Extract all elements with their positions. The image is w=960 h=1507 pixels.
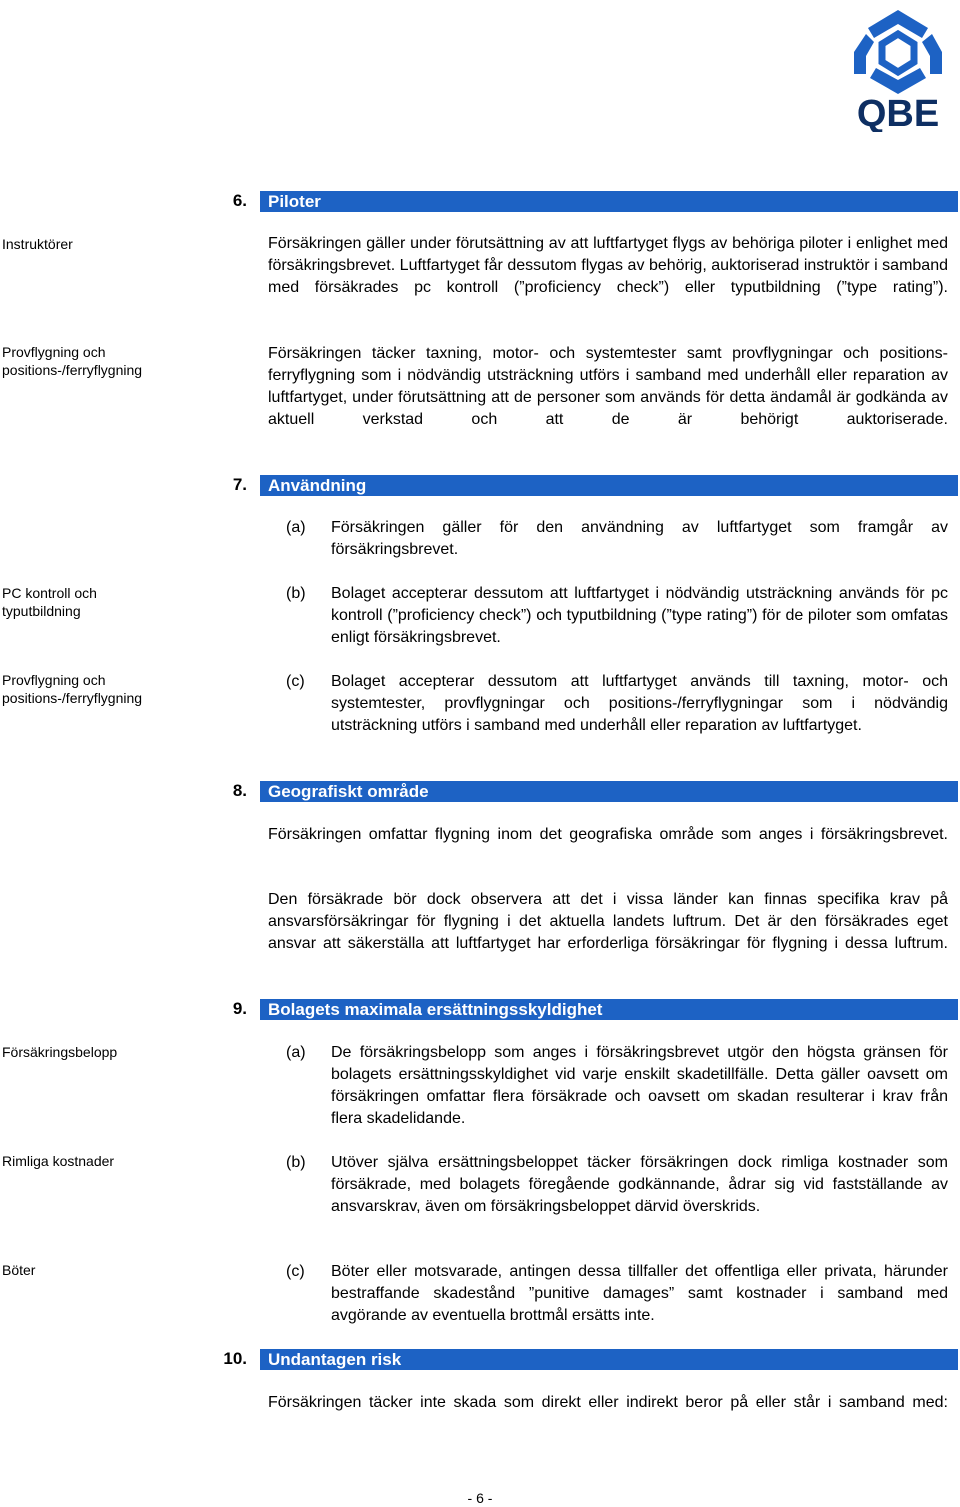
paragraph: Försäkringen täcker inte skada som direkt eller indirekt beror på eller står i samband med: xyxy=(268,1394,948,1411)
item-text: Bolaget accepterar dessutom att luftfartyget används till taxning, motor- och systemtester, provflygningar och positions-/ferryflygningar som i nödvändig utsträckning utförs i samband med underhåll eller reparation av luftfartyget. xyxy=(331,673,948,734)
section-number: 7. xyxy=(232,475,247,494)
margin-note-line: PC kontroll och xyxy=(2,585,97,601)
item-text: Bolaget accepterar dessutom att luftfartyget i nödvändig utsträckning används för pc kontroll (”proficiency check”) och typutbildning (”type rating”) för de piloter som omfatas enligt försäkringsbrevet. xyxy=(331,585,948,646)
item-text: Försäkringen gäller för den användning av luftfartyget som framgår av försäkringsbrevet. xyxy=(331,519,948,558)
qbe-logo xyxy=(842,4,954,132)
paragraph: Försäkringen omfattar flygning inom det geografiska område som anges i försäkringsbrevet. xyxy=(268,826,948,843)
margin-note-line: positions-/ferryflygning xyxy=(2,690,143,706)
item-label: (a) xyxy=(286,1044,306,1061)
margin-note-line: typutbildning xyxy=(2,603,81,619)
svg-text:QBE: QBE xyxy=(856,93,940,132)
item-text: De försäkringsbelopp som anges i försäkringsbrevet utgör den högsta gränsen för bolagets ersättningsskyldighet vid varje enskilt skadetillfälle. Detta gäller oavsett om försäkringen omfattar flera försäkrade och oavsett om skadan resulterar i krav från flera skadelidande. xyxy=(331,1044,948,1127)
section-title-bar: Undantagen risk xyxy=(260,1349,958,1370)
item-label: (b) xyxy=(286,585,306,602)
item-label: (a) xyxy=(286,519,306,536)
margin-note-provflygning xyxy=(2,343,202,379)
item-label: (b) xyxy=(286,1154,306,1171)
section-title-bar: Bolagets maximala ersättningsskyldighet xyxy=(260,999,958,1020)
margin-note-pc-kontroll xyxy=(2,584,202,620)
margin-note-provflygning xyxy=(2,671,202,707)
paragraph: Försäkringen gäller under förutsättning av att luftfartyget flygs av behöriga piloter i enlighet med försäkringsbrevet. Luftfartyget får dessutom flygas av behörig, auktoriserad instruktör i samband med försäkrades pc kontroll (”proficiency check”) eller typutbildning (”type rating”). xyxy=(268,235,948,296)
section-title-bar: Geografiskt område xyxy=(260,781,958,802)
section-number: 10. xyxy=(223,1349,247,1368)
paragraph: Försäkringen täcker taxning, motor- och systemtester samt provflygningar och positions-ferryflygning som i nödvändig utsträckning utförs i samband med underhåll eller reparation av luftfartyget, under förutsättning att de personer som används för detta ändamål är godkända av aktuell verkstad och att de är behörigt auktoriserade. xyxy=(268,345,948,428)
margin-note-instruktorer: Instruktörer xyxy=(2,236,73,252)
item-label: (c) xyxy=(286,1263,305,1280)
page-number: - 6 - xyxy=(467,1490,493,1506)
margin-note-rimliga-kostnader: Rimliga kostnader xyxy=(2,1153,115,1169)
item-text: Böter eller motsvarade, antingen dessa tillfaller det offentliga eller privata, härunder bestraffande skadestånd ”punitive damages” samt kostnader i samband med avgörande av eventuella brottmål ersätts inte. xyxy=(331,1263,948,1324)
section-number: 9. xyxy=(232,999,247,1018)
section-number: 6. xyxy=(232,191,247,210)
margin-note-forsakringsbelopp: Försäkringsbelopp xyxy=(2,1044,118,1060)
margin-note-line: Provflygning och xyxy=(2,672,106,688)
section-number: 8. xyxy=(232,781,247,800)
section-title-bar: Användning xyxy=(260,475,958,496)
paragraph: Den försäkrade bör dock observera att det i vissa länder kan finnas specifika krav på ansvarsförsäkringar för flygning i det aktuella landets luftrum. Det är den försäkrades eget ansvar att säkerställa att luftfartyget har erforderliga försäkringar för flygning i dessa luftrum. xyxy=(268,891,948,952)
item-text: Utöver själva ersättningsbeloppet täcker försäkringen dock rimliga kostnader som försäkrade, med bolagets föregående godkännande, ådrar sig vid fastställande av ansvarskrav, även om försäkringsbeloppet därvid överskrids. xyxy=(331,1154,948,1215)
section-title-bar: Piloter xyxy=(260,191,958,212)
margin-note-boter: Böter xyxy=(2,1262,36,1278)
margin-note-line: Provflygning och xyxy=(2,344,106,360)
margin-note-line: positions-/ferryflygning xyxy=(2,362,143,378)
item-label: (c) xyxy=(286,673,305,690)
